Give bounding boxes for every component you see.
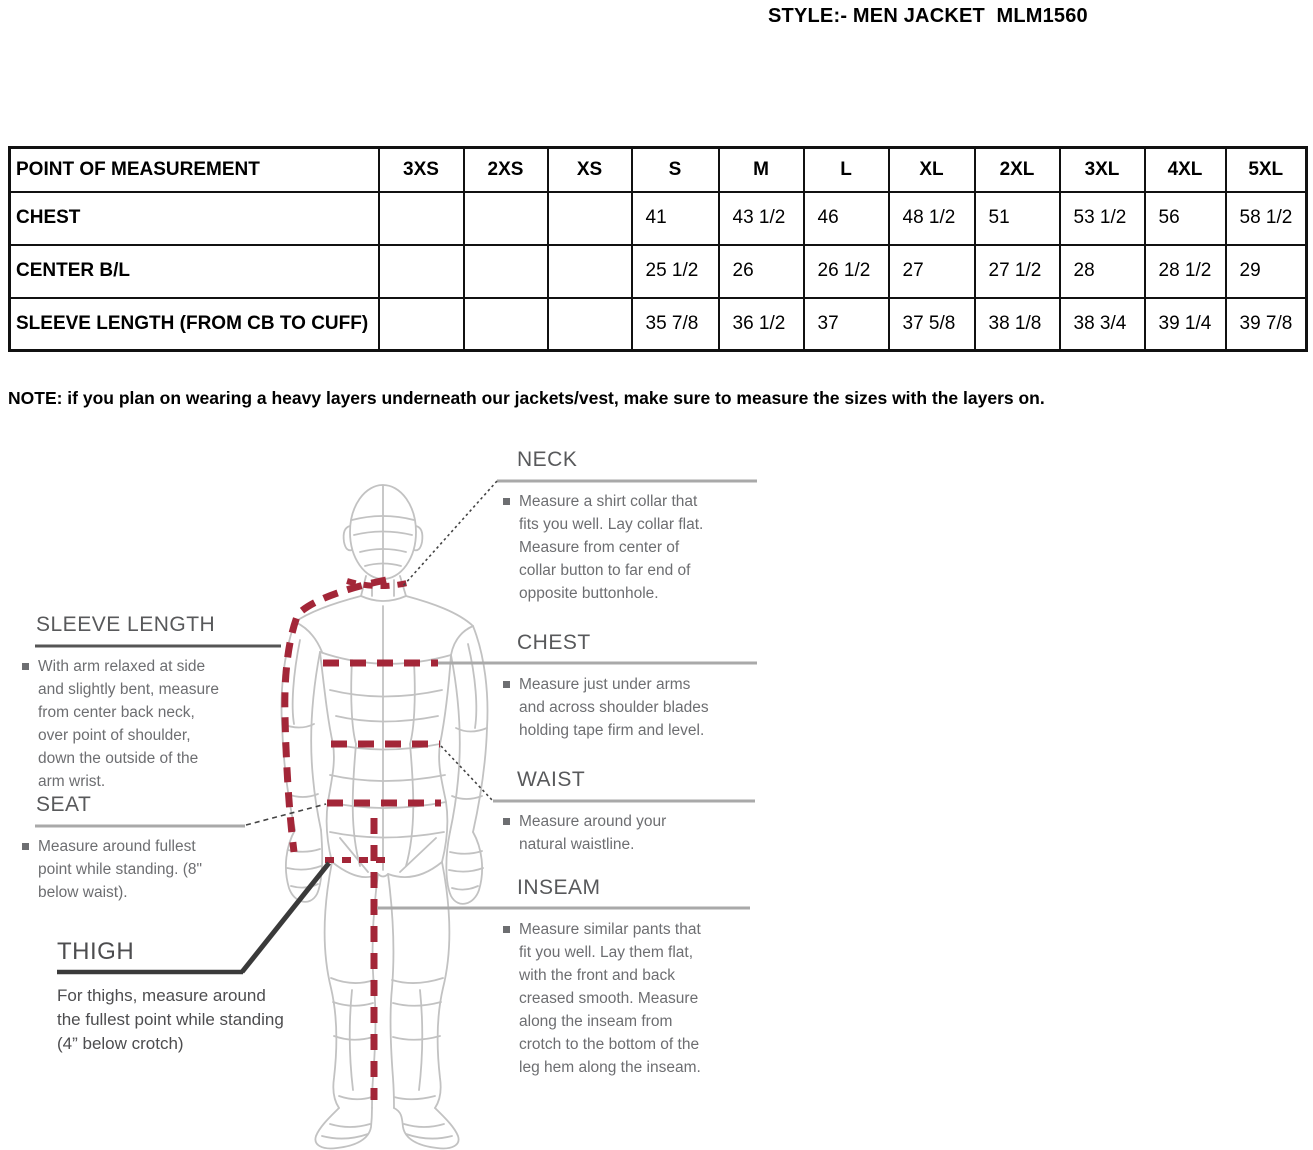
chest-heading: CHEST [517, 631, 591, 654]
sleeve-length-instructions: With arm relaxed at side and slightly bent, measure from center back neck, over point of shoulder, down the outside of the arm wrist. [38, 658, 219, 790]
size-value-cell [379, 298, 464, 351]
size-value-cell: 39 1/4 [1145, 298, 1226, 351]
size-value-cell: 27 1/2 [975, 245, 1060, 298]
size-value-cell: 56 [1145, 192, 1226, 245]
bullet-square-icon [503, 681, 510, 688]
row-label: SLEEVE LENGTH (FROM CB TO CUFF) [10, 298, 379, 351]
size-table-header-row [10, 148, 1307, 192]
column-header-size: S [632, 148, 719, 192]
size-value-cell: 26 [719, 245, 804, 298]
size-value-cell: 43 1/2 [719, 192, 804, 245]
size-value-cell [464, 298, 548, 351]
sleeve-length-guide [22, 613, 229, 793]
bullet-square-icon [503, 818, 510, 825]
size-value-cell: 25 1/2 [632, 245, 719, 298]
chest-instructions: Measure just under arms and across shoulder blades holding tape firm and level. [519, 676, 709, 739]
size-table-row [10, 298, 1307, 351]
size-value-cell: 35 7/8 [632, 298, 719, 351]
size-value-cell: 26 1/2 [804, 245, 889, 298]
row-label: CENTER B/L [10, 245, 379, 298]
size-value-cell: 41 [632, 192, 719, 245]
size-value-cell [548, 298, 632, 351]
waist-instructions: Measure around your natural waistline. [519, 813, 667, 853]
note-text: NOTE: if you plan on wearing a heavy layers underneath our jackets/vest, make sure to measure the sizes with the layers on. [8, 388, 1045, 408]
size-value-cell: 38 3/4 [1060, 298, 1145, 351]
column-header-point-of-measurement: POINT OF MEASUREMENT [10, 148, 379, 192]
sleeve-length-heading: SLEEVE LENGTH [36, 613, 216, 636]
size-value-cell: 29 [1226, 245, 1307, 298]
waist-guide [503, 768, 717, 856]
column-header-size: 5XL [1226, 148, 1307, 192]
size-value-cell: 37 5/8 [889, 298, 975, 351]
column-header-size: 2XS [464, 148, 548, 192]
size-value-cell: 53 1/2 [1060, 192, 1145, 245]
size-value-cell: 51 [975, 192, 1060, 245]
neck-guide [503, 448, 717, 605]
size-value-cell [548, 192, 632, 245]
size-value-cell: 39 7/8 [1226, 298, 1307, 351]
size-value-cell: 58 1/2 [1226, 192, 1307, 245]
row-label: CHEST [10, 192, 379, 245]
thigh-heading: THIGH [57, 938, 135, 965]
column-header-size: 3XS [379, 148, 464, 192]
neck-heading: NECK [517, 448, 578, 471]
size-table-row [10, 245, 1307, 298]
inseam-guide [503, 876, 717, 1079]
size-value-cell: 27 [889, 245, 975, 298]
inseam-heading: INSEAM [517, 876, 601, 899]
size-value-cell: 46 [804, 192, 889, 245]
column-header-size: M [719, 148, 804, 192]
thigh-instructions: For thighs, measure around the fullest point while standing (4” below crotch) [57, 986, 284, 1053]
chest-guide [503, 631, 717, 742]
thigh-guide [57, 938, 285, 1056]
size-value-cell: 28 [1060, 245, 1145, 298]
bullet-square-icon [503, 498, 510, 505]
size-value-cell: 37 [804, 298, 889, 351]
size-value-cell [464, 192, 548, 245]
size-value-cell [379, 192, 464, 245]
size-table-row [10, 192, 1307, 245]
bullet-square-icon [22, 843, 29, 850]
size-value-cell: 48 1/2 [889, 192, 975, 245]
size-value-cell [464, 245, 548, 298]
column-header-size: 4XL [1145, 148, 1226, 192]
column-header-size: 2XL [975, 148, 1060, 192]
size-value-cell: 36 1/2 [719, 298, 804, 351]
page-title: STYLE:- MEN JACKET MLM1560 [768, 5, 1088, 27]
neck-pointer-line [403, 481, 497, 586]
column-header-size: XL [889, 148, 975, 192]
neck-instructions: Measure a shirt collar that fits you well. Lay collar flat. Measure from center of collar button to far end of opposite buttonhole. [519, 493, 704, 602]
size-value-cell: 38 1/8 [975, 298, 1060, 351]
size-value-cell [379, 245, 464, 298]
bullet-square-icon [503, 926, 510, 933]
size-table [8, 146, 1308, 352]
bullet-square-icon [22, 663, 29, 670]
seat-guide [22, 793, 229, 904]
column-header-size: 3XL [1060, 148, 1145, 192]
inseam-instructions: Measure similar pants that fit you well. Lay them flat, with the front and back creased smooth. Measure along the inseam from crotch to the bottom of the leg hem along the inseam. [519, 921, 701, 1076]
seat-heading: SEAT [36, 793, 92, 816]
column-header-size: L [804, 148, 889, 192]
waist-heading: WAIST [517, 768, 586, 791]
column-header-size: XS [548, 148, 632, 192]
measurement-lines [285, 580, 441, 1100]
seat-instructions: Measure around fullest point while standing. (8" below waist). [38, 838, 203, 901]
size-table-body [10, 192, 1307, 351]
size-value-cell: 28 1/2 [1145, 245, 1226, 298]
size-value-cell [548, 245, 632, 298]
